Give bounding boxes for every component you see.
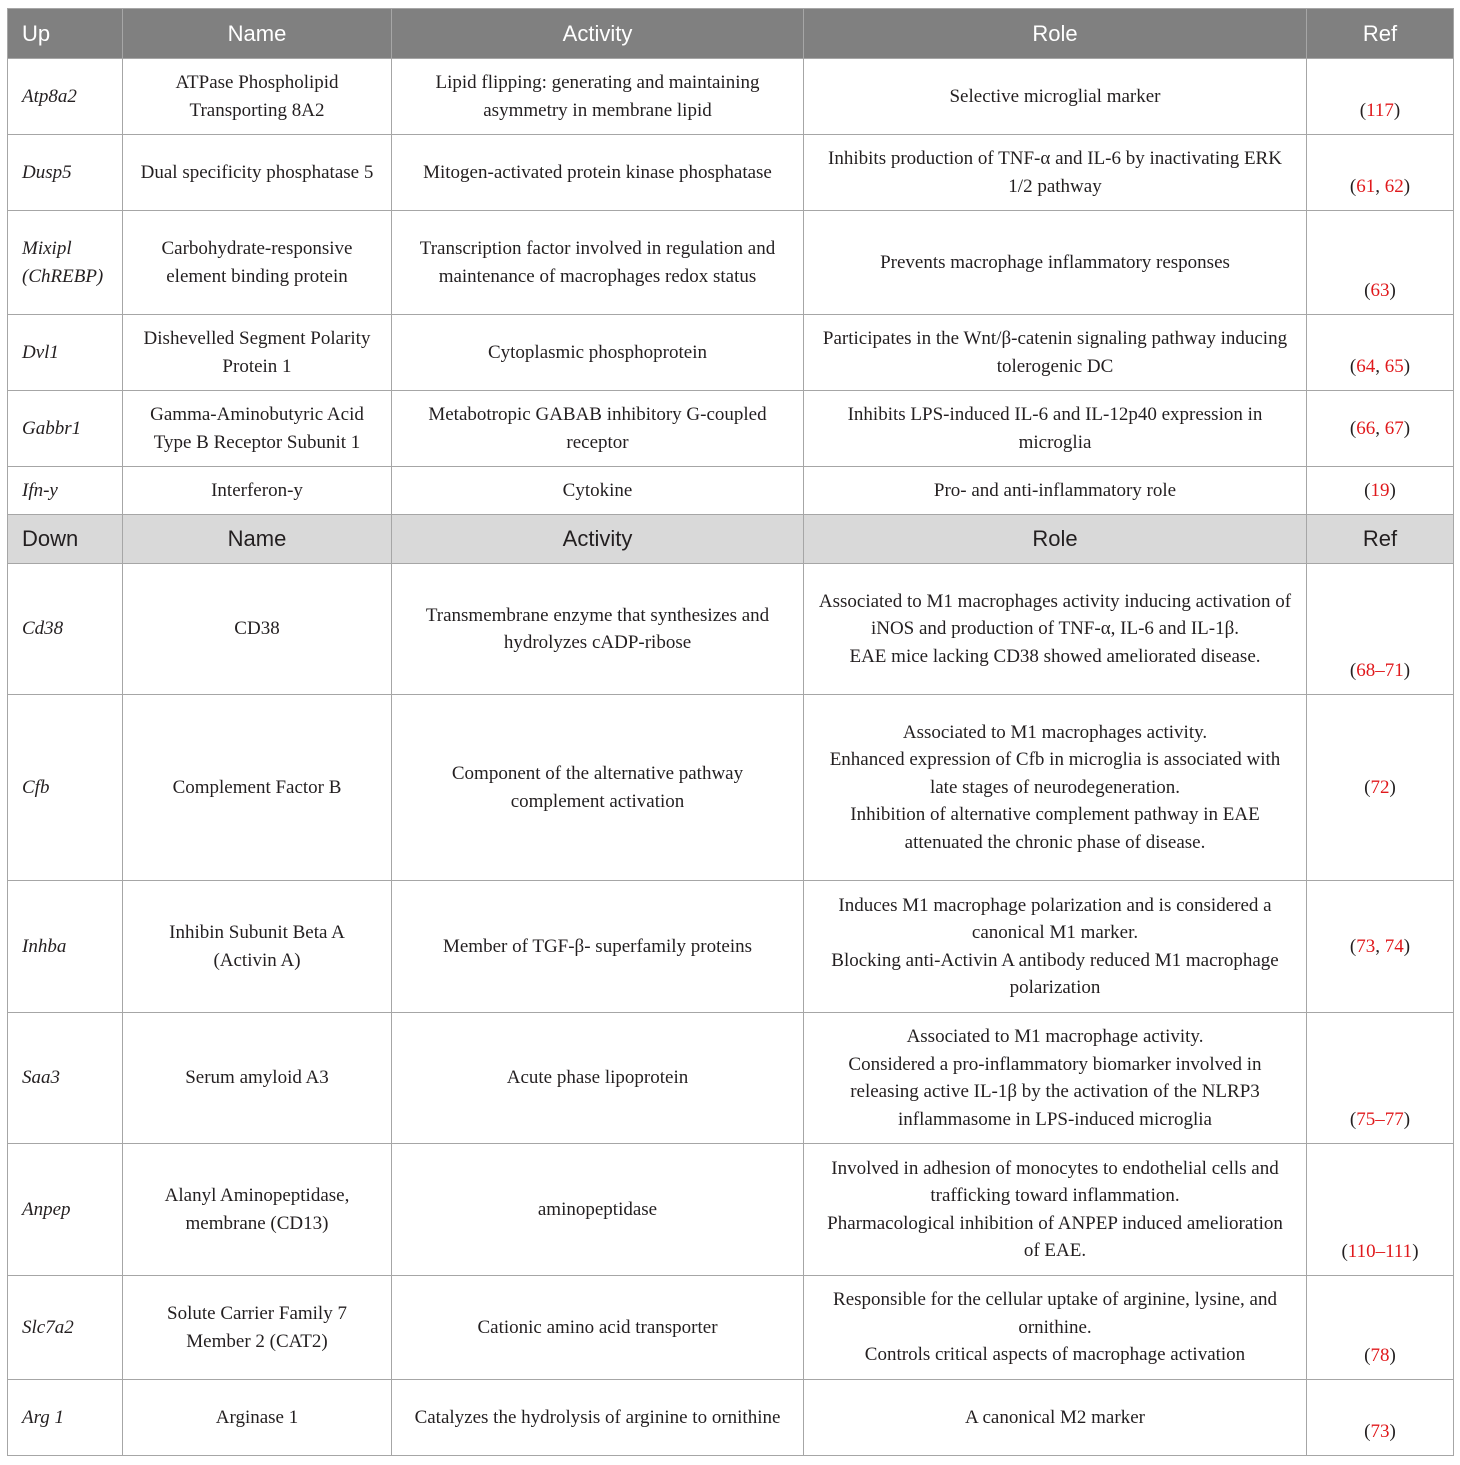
column-header-role: Role (804, 515, 1307, 564)
gene-role: A canonical M2 marker (804, 1380, 1307, 1456)
column-header-ref: Ref (1307, 515, 1454, 564)
reference-cell: (78) (1307, 1276, 1454, 1380)
reference-cell: (73) (1307, 1380, 1454, 1456)
down-table-row (8, 1013, 1454, 1144)
gene-role: Selective microglial marker (804, 59, 1307, 135)
reference-cell: (63) (1307, 211, 1454, 315)
gene-role: Pro- and anti-inflammatory role (804, 467, 1307, 515)
down-table-row (8, 1144, 1454, 1276)
down-table-row (8, 1380, 1454, 1456)
reference-cell: (19) (1307, 467, 1454, 515)
reference-link[interactable]: 68–71 (1356, 659, 1404, 681)
gene-activity: Cationic amino acid transporter (392, 1276, 804, 1380)
gene-table (7, 8, 1454, 1456)
reference-link[interactable]: 67 (1384, 417, 1404, 439)
reference-link[interactable]: 110–111 (1347, 1240, 1413, 1262)
gene-role: Prevents macrophage inflammatory responses (804, 211, 1307, 315)
gene-symbol: Gabbr1 (8, 391, 123, 467)
reference-link[interactable]: 61 (1356, 175, 1376, 197)
up-header-row (8, 9, 1454, 59)
column-header-ref: Ref (1307, 9, 1454, 59)
reference-link[interactable]: 19 (1370, 479, 1390, 501)
up-table-row (8, 315, 1454, 391)
reference-link[interactable]: 72 (1370, 776, 1390, 798)
gene-name: Dishevelled Segment Polarity Protein 1 (123, 315, 392, 391)
column-header-name: Name (123, 9, 392, 59)
gene-name: Serum amyloid A3 (123, 1013, 392, 1144)
gene-symbol: Dusp5 (8, 135, 123, 211)
gene-name: Interferon-y (123, 467, 392, 515)
gene-activity: Cytoplasmic phosphoprotein (392, 315, 804, 391)
gene-activity: Cytokine (392, 467, 804, 515)
gene-name: ATPase Phospholipid Transporting 8A2 (123, 59, 392, 135)
reference-link[interactable]: 117 (1366, 99, 1394, 121)
gene-role: Associated to M1 macrophages activity inducing activation of iNOS and production of TNF-α, IL-6 and IL-1β. EAE mice lacking CD38 showed ameliorated disease. (804, 564, 1307, 695)
reference-link[interactable]: 78 (1370, 1344, 1390, 1366)
gene-activity: Component of the alternative pathway complement activation (392, 695, 804, 881)
gene-role: Inhibits production of TNF-α and IL-6 by inactivating ERK 1/2 pathway (804, 135, 1307, 211)
gene-name: Gamma-Aminobutyric Acid Type B Receptor Subunit 1 (123, 391, 392, 467)
reference-cell: (64, 65) (1307, 315, 1454, 391)
gene-name: Alanyl Aminopeptidase, membrane (CD13) (123, 1144, 392, 1276)
up-header-label: Up (8, 9, 123, 59)
reference-cell: (68–71) (1307, 564, 1454, 695)
up-table-row (8, 467, 1454, 515)
gene-table-body (8, 9, 1454, 1456)
gene-activity: Lipid flipping: generating and maintaining asymmetry in membrane lipid (392, 59, 804, 135)
reference-link[interactable]: 65 (1384, 355, 1404, 377)
down-table-row (8, 695, 1454, 881)
gene-role: Associated to M1 macrophages activity. Enhanced expression of Cfb in microglia is associated with late stages of neurodegeneration. Inhibition of alternative complement pathway in EAE attenuated the chronic phase of disease. (804, 695, 1307, 881)
reference-cell: (66, 67) (1307, 391, 1454, 467)
reference-link[interactable]: 74 (1384, 935, 1404, 957)
reference-cell: (75–77) (1307, 1013, 1454, 1144)
gene-symbol: Anpep (8, 1144, 123, 1276)
down-header-label: Down (8, 515, 123, 564)
column-header-name: Name (123, 515, 392, 564)
gene-role: Associated to M1 macrophage activity. Considered a pro-inflammatory biomarker involved in releasing active IL-1β by the activation of the NLRP3 inflammasome in LPS-induced microglia (804, 1013, 1307, 1144)
gene-name: Arginase 1 (123, 1380, 392, 1456)
column-header-role: Role (804, 9, 1307, 59)
gene-name: CD38 (123, 564, 392, 695)
gene-symbol: Ifn-y (8, 467, 123, 515)
column-header-activity: Activity (392, 515, 804, 564)
gene-name: Inhibin Subunit Beta A (Activin A) (123, 881, 392, 1013)
reference-link[interactable]: 75–77 (1356, 1108, 1404, 1130)
gene-name: Solute Carrier Family 7 Member 2 (CAT2) (123, 1276, 392, 1380)
gene-role: Responsible for the cellular uptake of arginine, lysine, and ornithine. Controls critical aspects of macrophage activation (804, 1276, 1307, 1380)
down-table-row (8, 881, 1454, 1013)
gene-symbol: Saa3 (8, 1013, 123, 1144)
reference-link[interactable]: 62 (1384, 175, 1404, 197)
gene-name: Complement Factor B (123, 695, 392, 881)
gene-activity: Mitogen-activated protein kinase phosphatase (392, 135, 804, 211)
column-header-activity: Activity (392, 9, 804, 59)
gene-symbol: Cfb (8, 695, 123, 881)
gene-activity: Catalyzes the hydrolysis of arginine to ornithine (392, 1380, 804, 1456)
up-table-row (8, 211, 1454, 315)
down-table-row (8, 564, 1454, 695)
reference-cell: (110–111) (1307, 1144, 1454, 1276)
up-table-row (8, 59, 1454, 135)
reference-link[interactable]: 73 (1370, 1420, 1390, 1442)
gene-role: Involved in adhesion of monocytes to endothelial cells and trafficking toward inflammation. Pharmacological inhibition of ANPEP induced amelioration of EAE. (804, 1144, 1307, 1276)
gene-name: Dual specificity phosphatase 5 (123, 135, 392, 211)
gene-symbol: Mixipl (ChREBP) (8, 211, 123, 315)
gene-activity: Metabotropic GABAB inhibitory G-coupled receptor (392, 391, 804, 467)
up-table-row (8, 391, 1454, 467)
gene-symbol: Cd38 (8, 564, 123, 695)
gene-name: Carbohydrate-responsive element binding protein (123, 211, 392, 315)
gene-symbol: Inhba (8, 881, 123, 1013)
gene-role: Participates in the Wnt/β-catenin signaling pathway inducing tolerogenic DC (804, 315, 1307, 391)
up-table-row (8, 135, 1454, 211)
gene-symbol: Arg 1 (8, 1380, 123, 1456)
gene-role: Induces M1 macrophage polarization and is considered a canonical M1 marker. Blocking anti-Activin A antibody reduced M1 macrophage polarization (804, 881, 1307, 1013)
reference-cell: (61, 62) (1307, 135, 1454, 211)
reference-link[interactable]: 63 (1370, 279, 1390, 301)
gene-activity: Transmembrane enzyme that synthesizes and hydrolyzes cADP-ribose (392, 564, 804, 695)
reference-cell: (117) (1307, 59, 1454, 135)
reference-link[interactable]: 66 (1356, 417, 1376, 439)
gene-activity: aminopeptidase (392, 1144, 804, 1276)
gene-activity: Acute phase lipoprotein (392, 1013, 804, 1144)
gene-symbol: Slc7a2 (8, 1276, 123, 1380)
reference-link[interactable]: 73 (1356, 935, 1376, 957)
reference-cell: (73, 74) (1307, 881, 1454, 1013)
down-header-row (8, 515, 1454, 564)
gene-role: Inhibits LPS-induced IL-6 and IL-12p40 expression in microglia (804, 391, 1307, 467)
gene-activity: Transcription factor involved in regulation and maintenance of macrophages redox status (392, 211, 804, 315)
gene-activity: Member of TGF-β- superfamily proteins (392, 881, 804, 1013)
down-table-row (8, 1276, 1454, 1380)
reference-cell: (72) (1307, 695, 1454, 881)
gene-symbol: Dvl1 (8, 315, 123, 391)
gene-symbol: Atp8a2 (8, 59, 123, 135)
reference-link[interactable]: 64 (1356, 355, 1376, 377)
